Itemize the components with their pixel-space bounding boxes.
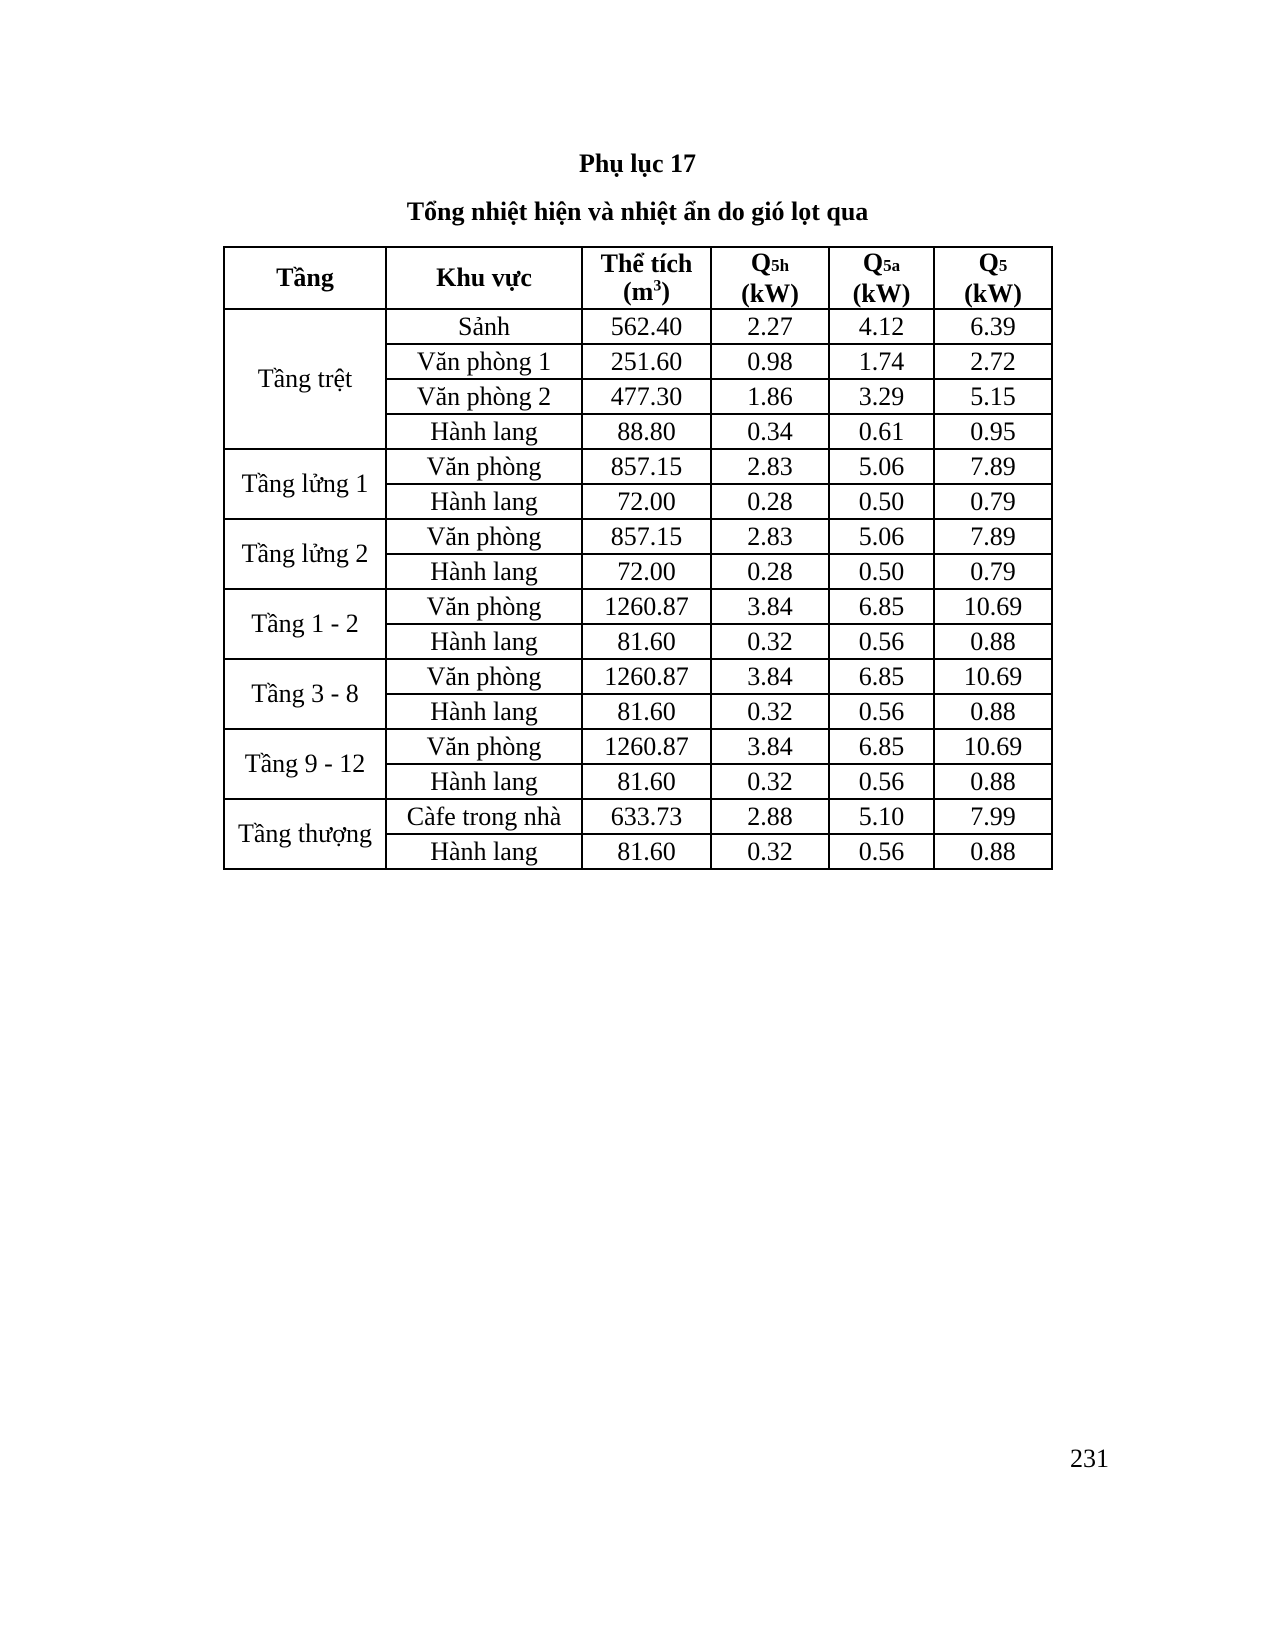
area-cell: Văn phòng [386,519,582,554]
area-cell: Hành lang [386,834,582,869]
area-cell: Hành lang [386,624,582,659]
volume-cell: 633.73 [582,799,711,834]
q5-cell: 0.88 [934,624,1052,659]
header-q5a-subscript: 5a [883,255,901,275]
q5a-cell: 0.56 [829,694,934,729]
q5h-cell: 0.28 [711,484,829,519]
q5h-cell: 3.84 [711,659,829,694]
q5-cell: 0.79 [934,554,1052,589]
q5-cell: 5.15 [934,379,1052,414]
q5a-cell: 5.06 [829,449,934,484]
area-cell: Hành lang [386,764,582,799]
header-area: Khu vực [386,247,582,309]
q5h-cell: 3.84 [711,589,829,624]
area-cell: Văn phòng 1 [386,344,582,379]
area-cell: Hành lang [386,414,582,449]
q5-cell: 10.69 [934,589,1052,624]
header-q5a [829,247,934,309]
volume-cell: 251.60 [582,344,711,379]
area-cell: Sảnh [386,309,582,344]
area-cell: Hành lang [386,554,582,589]
volume-cell: 81.60 [582,764,711,799]
q5h-cell: 2.88 [711,799,829,834]
page-number: 231 [1070,1444,1109,1473]
q5-cell: 6.39 [934,309,1052,344]
header-q5h-symbol: Q [750,247,772,277]
header-q5-subscript: 5 [998,255,1008,275]
header-q5h-subscript: 5h [771,255,790,275]
q5h-cell: 0.34 [711,414,829,449]
area-cell: Văn phòng 2 [386,379,582,414]
floor-cell: Tầng lửng 2 [224,519,386,589]
volume-cell: 477.30 [582,379,711,414]
q5-cell: 0.88 [934,764,1052,799]
q5a-cell: 6.85 [829,729,934,764]
q5-cell: 0.95 [934,414,1052,449]
header-q5h-unit: (kW) [741,278,799,308]
q5h-cell: 0.98 [711,344,829,379]
header-q5-symbol: Q [978,247,999,277]
volume-cell: 81.60 [582,834,711,869]
volume-cell: 1260.87 [582,659,711,694]
header-q5a-unit: (kW) [852,278,911,308]
table-row [224,449,1052,484]
q5h-cell: 0.28 [711,554,829,589]
table-title: Tổng nhiệt hiện và nhiệt ẩn do gió lọt qua [406,197,869,226]
floor-cell: Tầng thượng [224,799,386,869]
q5h-cell: 0.32 [711,694,829,729]
floor-cell: Tầng 9 - 12 [224,729,386,799]
q5h-cell: 2.27 [711,309,829,344]
area-cell: Văn phòng [386,729,582,764]
q5-cell: 10.69 [934,729,1052,764]
volume-cell: 562.40 [582,309,711,344]
floor-cell: Tầng trệt [224,309,386,449]
header-volume-unit-close: ) [661,277,670,306]
area-cell: Văn phòng [386,659,582,694]
q5-cell: 7.89 [934,519,1052,554]
q5a-cell: 1.74 [829,344,934,379]
header-volume [582,247,711,309]
q5a-cell: 0.61 [829,414,934,449]
area-cell: Hành lang [386,694,582,729]
header-q5h [711,247,829,309]
volume-cell: 72.00 [582,554,711,589]
q5a-cell: 0.56 [829,834,934,869]
header-volume-label: Thể tích [600,249,693,278]
table-header-row [224,247,1052,309]
q5-cell: 2.72 [934,344,1052,379]
q5h-cell: 3.84 [711,729,829,764]
table-row [224,729,1052,764]
q5a-cell: 6.85 [829,589,934,624]
q5h-cell: 0.32 [711,764,829,799]
table-row [224,589,1052,624]
q5-cell: 10.69 [934,659,1052,694]
header-q5a-symbol: Q [862,247,884,277]
q5a-cell: 5.10 [829,799,934,834]
area-cell: Văn phòng [386,589,582,624]
q5a-cell: 3.29 [829,379,934,414]
floor-cell: Tầng 1 - 2 [224,589,386,659]
q5a-cell: 5.06 [829,519,934,554]
q5-cell: 7.99 [934,799,1052,834]
volume-cell: 1260.87 [582,589,711,624]
q5a-cell: 4.12 [829,309,934,344]
heat-load-table [223,246,1053,870]
table-row [224,309,1052,344]
volume-cell: 857.15 [582,449,711,484]
area-cell: Hành lang [386,484,582,519]
q5a-cell: 6.85 [829,659,934,694]
header-volume-unit-open: (m [623,277,654,306]
table-row [224,659,1052,694]
table-row [224,799,1052,834]
q5a-cell: 0.56 [829,764,934,799]
floor-cell: Tầng 3 - 8 [224,659,386,729]
volume-cell: 1260.87 [582,729,711,764]
appendix-title: Phụ lục 17 [578,149,697,178]
q5-cell: 0.79 [934,484,1052,519]
floor-cell: Tầng lửng 1 [224,449,386,519]
area-cell: Văn phòng [386,449,582,484]
q5h-cell: 2.83 [711,519,829,554]
volume-cell: 857.15 [582,519,711,554]
q5a-cell: 0.50 [829,484,934,519]
header-volume-unit-sup: 3 [653,277,662,295]
q5-cell: 7.89 [934,449,1052,484]
header-floor: Tầng [224,247,386,309]
volume-cell: 81.60 [582,694,711,729]
q5h-cell: 0.32 [711,834,829,869]
q5a-cell: 0.50 [829,554,934,589]
area-cell: Càfe trong nhà [386,799,582,834]
volume-cell: 81.60 [582,624,711,659]
q5-cell: 0.88 [934,834,1052,869]
header-q5-unit: (kW) [964,278,1022,308]
q5a-cell: 0.56 [829,624,934,659]
q5h-cell: 1.86 [711,379,829,414]
volume-cell: 88.80 [582,414,711,449]
header-q5 [934,247,1052,309]
volume-cell: 72.00 [582,484,711,519]
q5h-cell: 2.83 [711,449,829,484]
q5h-cell: 0.32 [711,624,829,659]
table-row [224,519,1052,554]
q5-cell: 0.88 [934,694,1052,729]
